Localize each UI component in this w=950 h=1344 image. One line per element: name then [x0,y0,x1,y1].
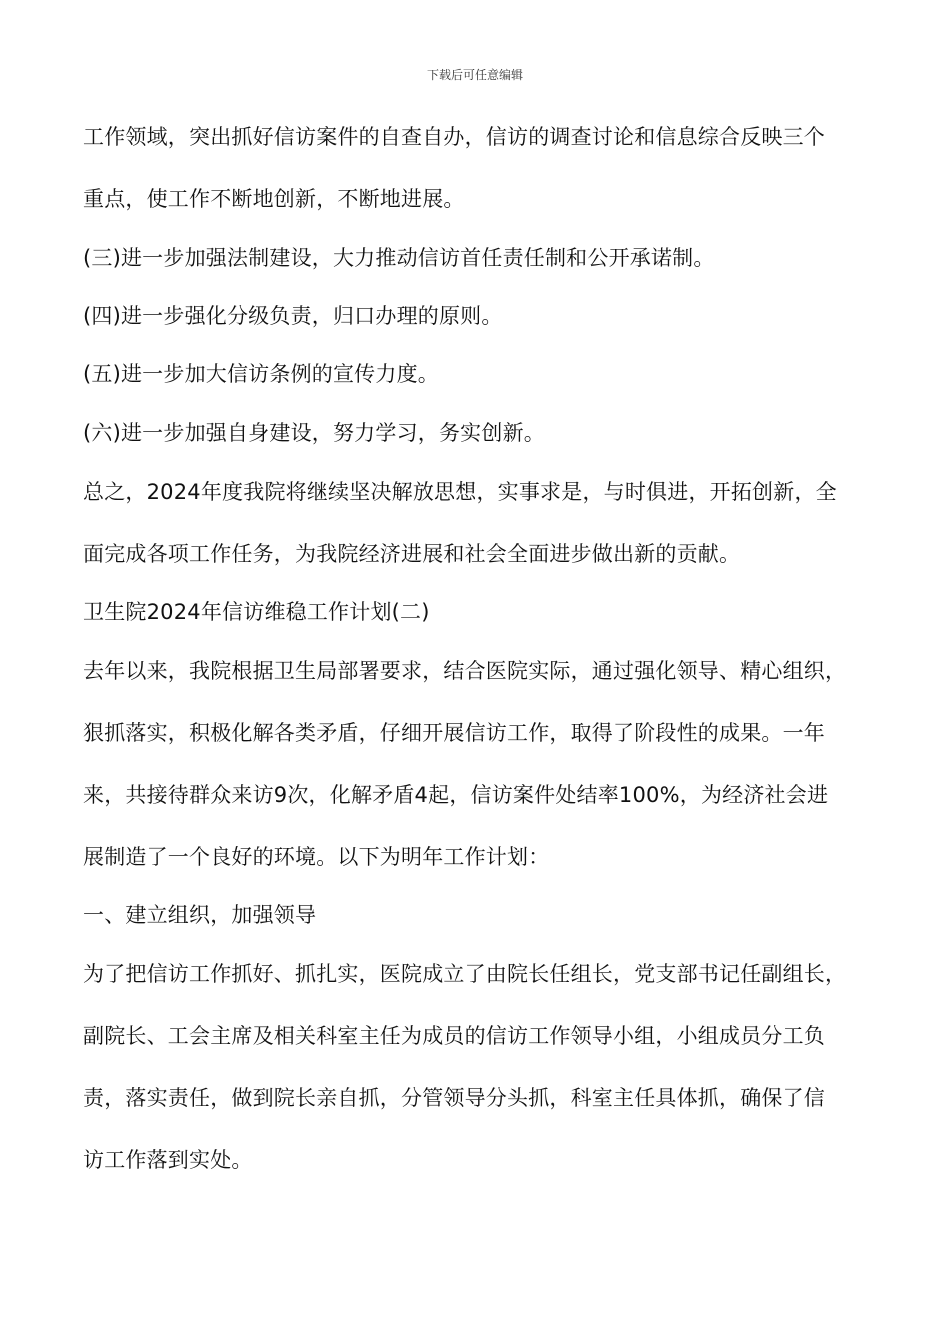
text-line: (六)进一步加强自身建设，努力学习，务实创新。 [83,421,545,445]
text-line: 为了把信访工作抓好、抓扎实，医院成立了由院长任组长，党支部书记任副组长， [83,962,847,986]
section-title: 卫生院2024年信访维稳工作计划(二) [83,600,430,624]
text-line: 狠抓落实，积极化解各类矛盾，仔细开展信访工作，取得了阶段性的成果。一年 [83,721,825,745]
text-line: (四)进一步强化分级负责，归口办理的原则。 [83,304,503,328]
text-line: 工作领域，突出抓好信访案件的自查自办，信访的调查讨论和信息综合反映三个 [83,125,825,149]
text-line: 来，共接待群众来访9次，化解矛盾4起，信访案件处结率100%，为经济社会进 [83,783,829,807]
text-line: 面完成各项工作任务，为我院经济进展和社会全面进步做出新的贡献。 [83,542,741,566]
page-header: 下载后可任意编辑 [426,68,523,82]
text-line: 副院长、工会主席及相关科室主任为成员的信访工作领导小组，小组成员分工负 [83,1024,825,1048]
subheading: 一、建立组织，加强领导 [83,903,317,927]
text-line: (五)进一步加大信访条例的宣传力度。 [83,362,439,386]
text-line: 去年以来，我院根据卫生局部署要求，结合医院实际，通过强化领导、精心组织， [83,659,847,683]
text-line: (三)进一步加强法制建设，大力推动信访首任责任制和公开承诺制。 [83,246,715,270]
text-line: 总之，2024年度我院将继续坚决解放思想，实事求是，与时俱进，开拓创新，全 [83,480,837,504]
text-line: 重点，使工作不断地创新，不断地进展。 [83,187,465,211]
text-line: 展制造了一个良好的环境。以下为明年工作计划： [83,845,550,869]
text-line: 访工作落到实处。 [83,1148,253,1172]
text-line: 责，落实责任，做到院长亲自抓，分管领导分头抓，科室主任具体抓，确保了信 [83,1086,825,1110]
